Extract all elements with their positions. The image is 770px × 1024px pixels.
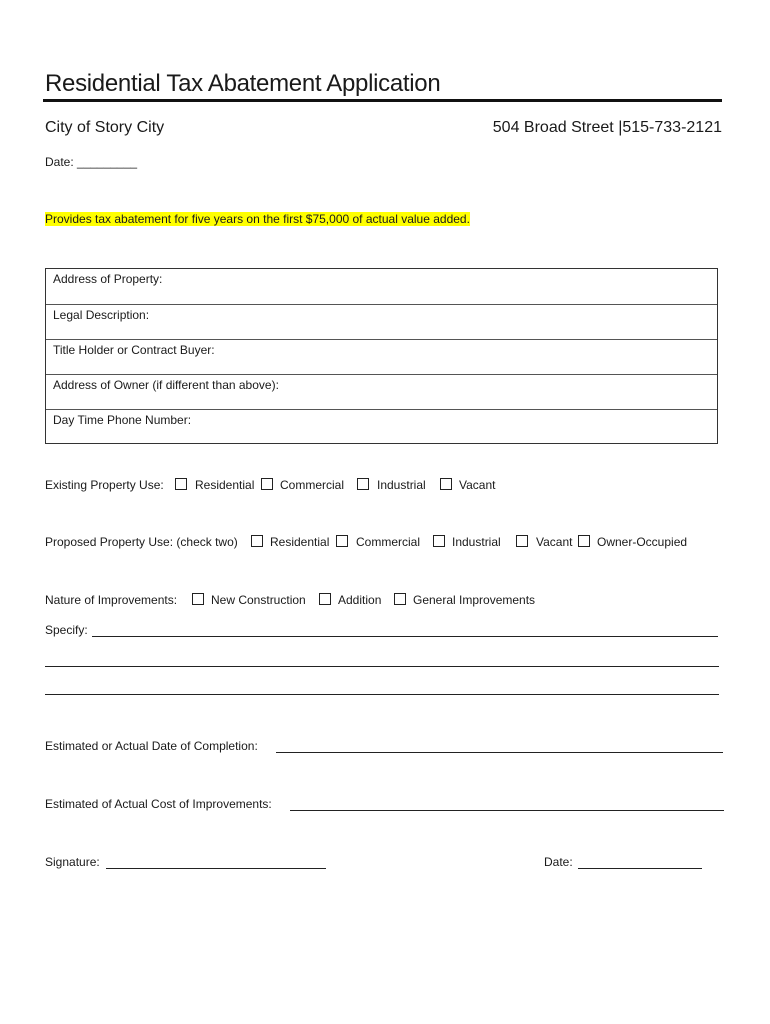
checkbox-label: Commercial	[356, 535, 421, 549]
field-label: Address of Owner (if different than above):	[53, 378, 279, 392]
general-improvements-checkbox[interactable]	[394, 593, 406, 605]
checkbox-label: Industrial	[452, 535, 501, 549]
addition-checkbox[interactable]	[319, 593, 331, 605]
checkbox-label: Vacant	[459, 478, 496, 492]
specify-line-1[interactable]	[92, 636, 718, 637]
checkbox-label: Industrial	[377, 478, 426, 492]
improvements-label: Nature of Improvements:	[45, 593, 178, 607]
property-info-table	[45, 268, 718, 444]
date-label: Date:	[544, 855, 573, 869]
existing-commercial-checkbox[interactable]	[261, 478, 273, 490]
proposed-industrial-checkbox[interactable]	[433, 535, 445, 547]
daytime-phone-field[interactable]	[46, 409, 717, 444]
title-holder-field[interactable]	[46, 339, 717, 374]
owner-address-field[interactable]	[46, 374, 717, 409]
existing-use-label: Existing Property Use:	[45, 478, 164, 492]
checkbox-label: Owner-Occupied	[597, 535, 688, 549]
abatement-notice: Provides tax abatement for five years on the first $75,000 of actual value added.	[45, 212, 470, 226]
cost-line[interactable]	[290, 810, 724, 811]
proposed-commercial-checkbox[interactable]	[336, 535, 348, 547]
proposed-use-label: Proposed Property Use: (check two)	[45, 535, 238, 549]
field-label: Title Holder or Contract Buyer:	[53, 343, 215, 357]
signature-line[interactable]	[106, 868, 326, 869]
checkbox-label: Vacant	[536, 535, 573, 549]
form-title: Residential Tax Abatement Application	[45, 70, 441, 97]
field-label: Legal Description:	[53, 308, 150, 322]
specify-label: Specify:	[45, 623, 88, 637]
checkbox-label: General Improvements	[413, 593, 536, 607]
proposed-owner-occupied-checkbox[interactable]	[578, 535, 590, 547]
new-construction-checkbox[interactable]	[192, 593, 204, 605]
address-of-property-field[interactable]	[46, 269, 717, 304]
cost-label: Estimated of Actual Cost of Improvements:	[45, 797, 272, 811]
completion-date-line[interactable]	[276, 752, 723, 753]
existing-industrial-checkbox[interactable]	[357, 478, 369, 490]
existing-vacant-checkbox[interactable]	[440, 478, 452, 490]
date-line[interactable]	[578, 868, 702, 869]
specify-line-3[interactable]	[45, 694, 719, 695]
checkbox-label: New Construction	[211, 593, 306, 607]
date-field[interactable]: Date: _________	[45, 155, 138, 169]
proposed-vacant-checkbox[interactable]	[516, 535, 528, 547]
title-divider	[43, 99, 722, 102]
checkbox-label: Commercial	[280, 478, 345, 492]
completion-date-label: Estimated or Actual Date of Completion:	[45, 739, 258, 753]
checkbox-label: Residential	[270, 535, 330, 549]
checkbox-label: Addition	[338, 593, 382, 607]
field-label: Address of Property:	[53, 272, 163, 286]
field-label: Day Time Phone Number:	[53, 413, 192, 427]
existing-residential-checkbox[interactable]	[175, 478, 187, 490]
specify-line-2[interactable]	[45, 666, 719, 667]
checkbox-label: Residential	[195, 478, 255, 492]
signature-label: Signature:	[45, 855, 100, 869]
proposed-residential-checkbox[interactable]	[251, 535, 263, 547]
city-name: City of Story City	[45, 119, 165, 136]
city-address-phone: 504 Broad Street |515-733-2121	[492, 119, 722, 136]
legal-description-field[interactable]	[46, 304, 717, 339]
